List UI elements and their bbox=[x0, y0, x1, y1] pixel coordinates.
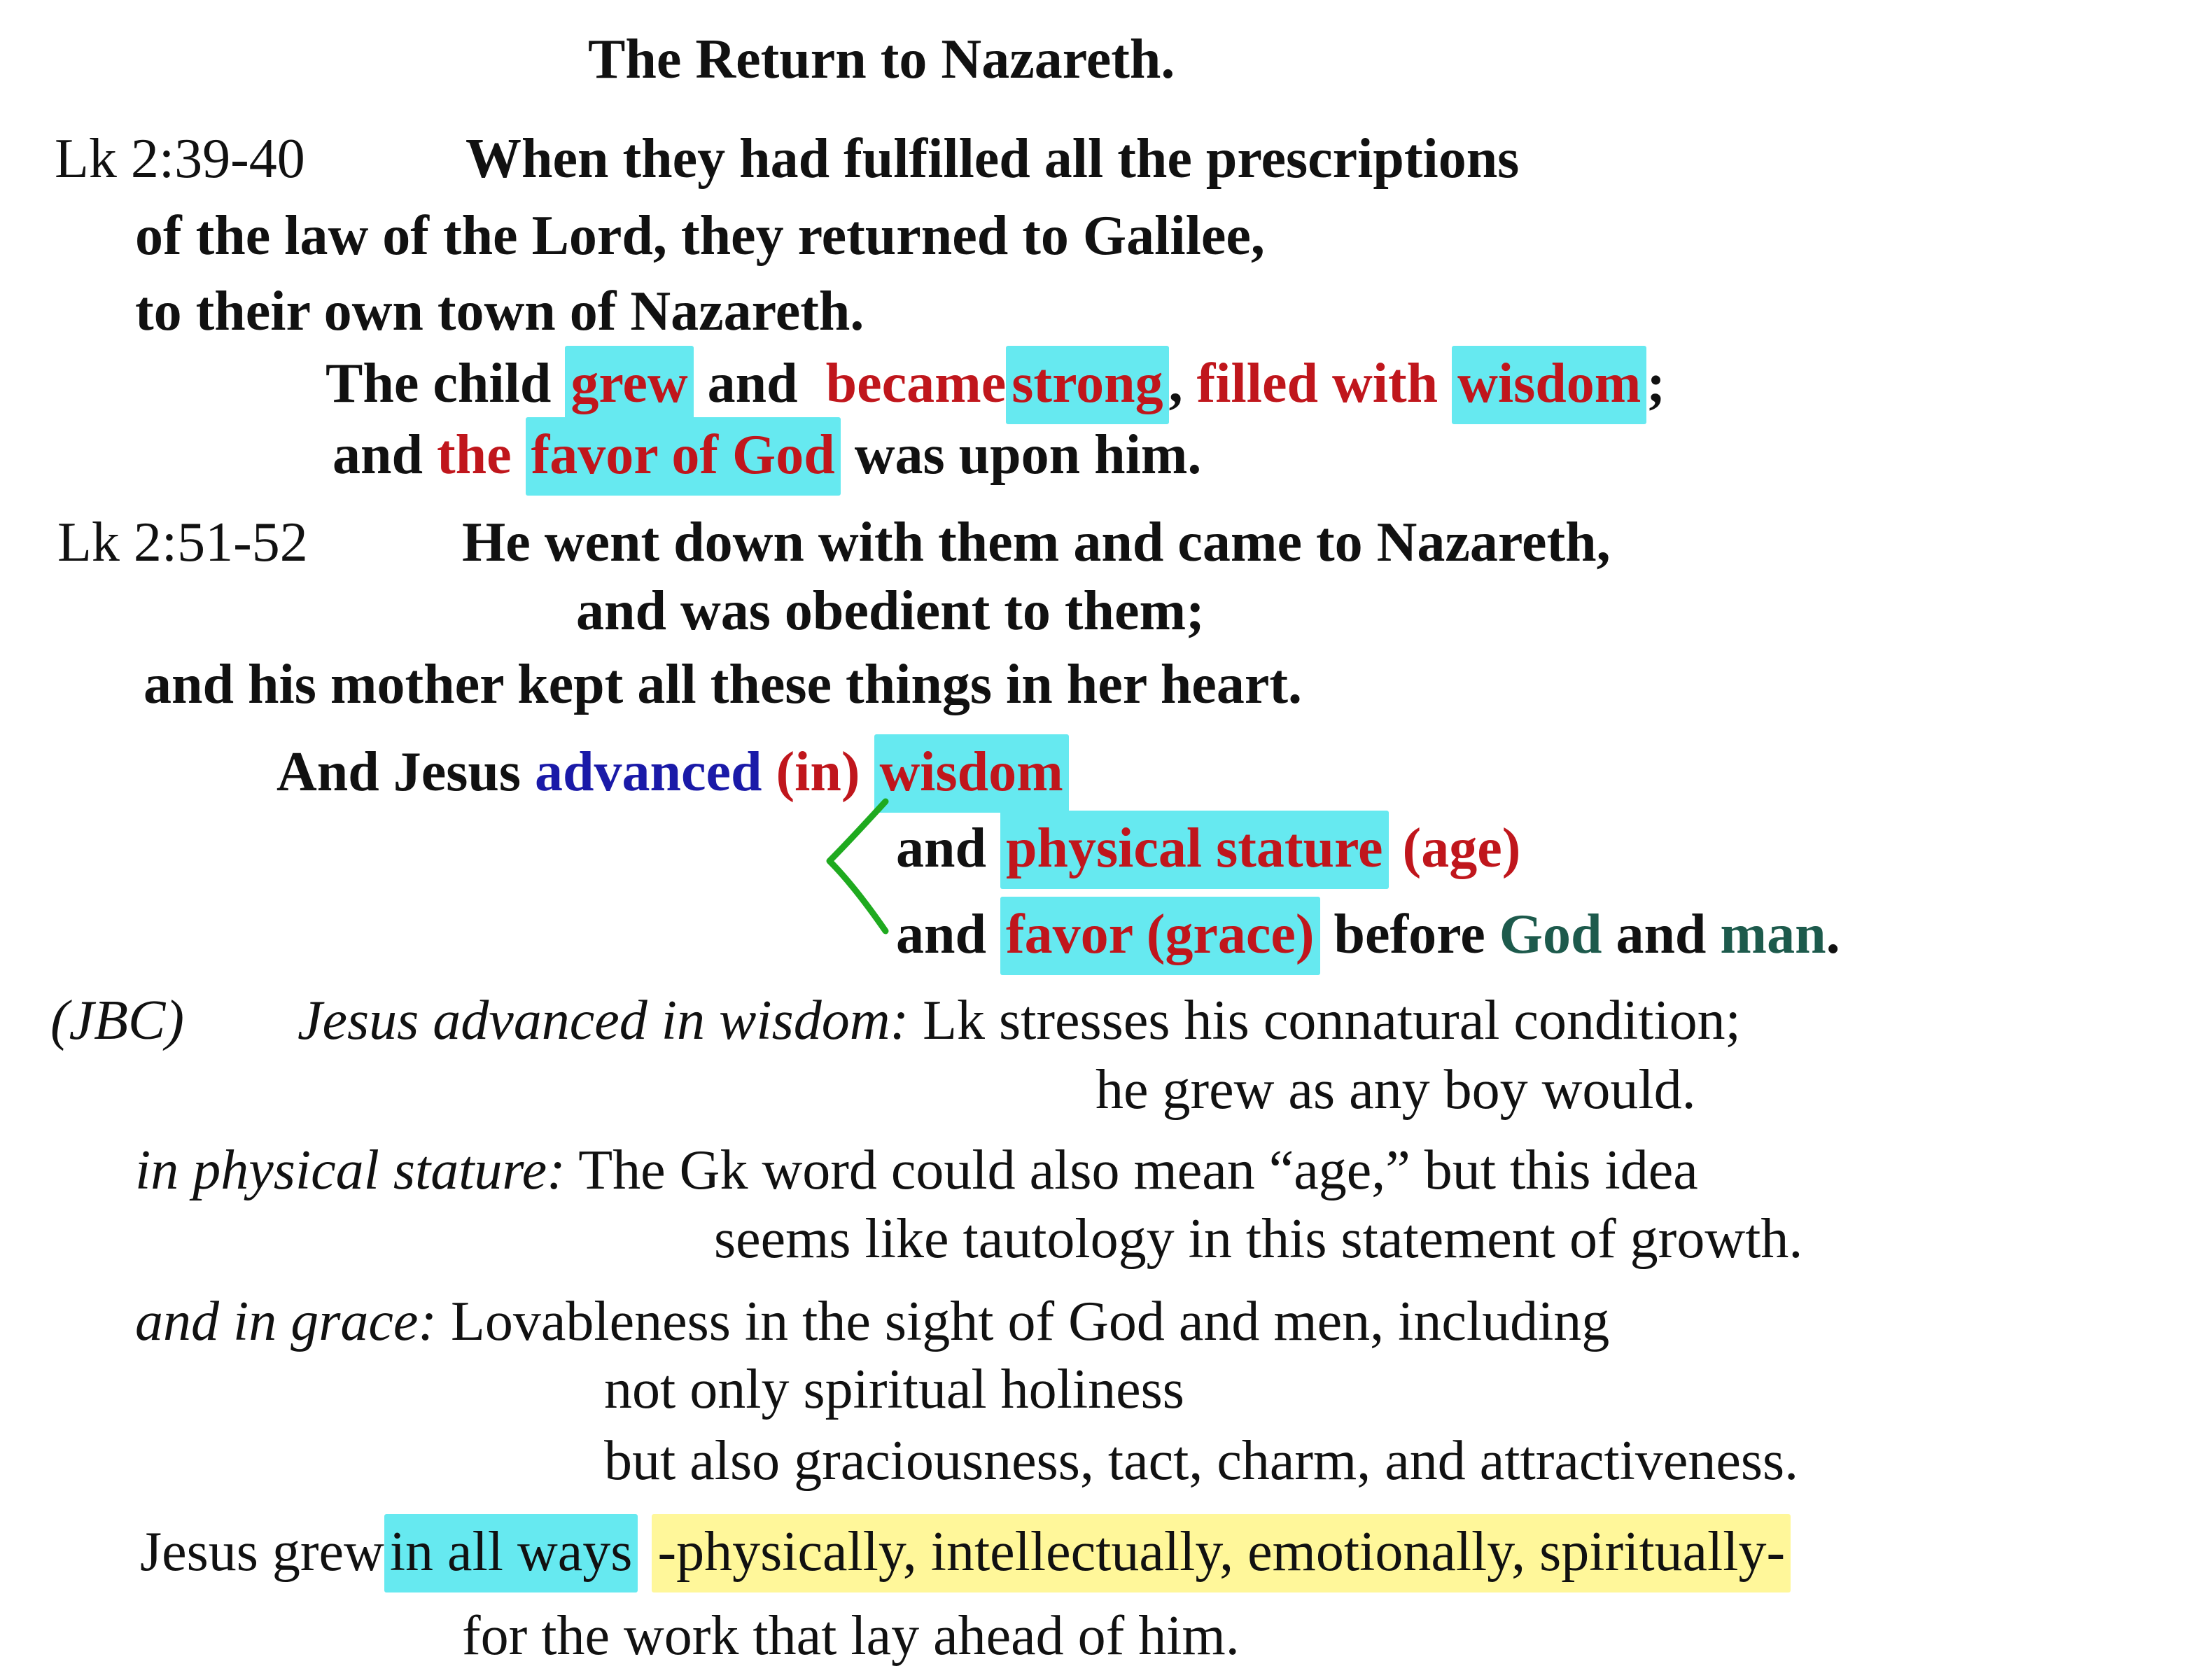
verse-text: and bbox=[1616, 904, 1707, 965]
verse-line bbox=[326, 353, 1665, 414]
passage-reference: Lk 2:51-52 bbox=[57, 512, 308, 573]
verse-line: When they had fulfilled all the prescriptions bbox=[465, 128, 1520, 190]
emphasized-word: became bbox=[825, 353, 1007, 414]
verse-line: of the law of the Lord, they returned to Galilee, bbox=[135, 205, 1265, 267]
commentary-term: Jesus advanced in wisdom: bbox=[298, 990, 909, 1051]
commentary-text: Lk stresses his connatural condition; bbox=[923, 990, 1741, 1051]
verse-text: and bbox=[332, 424, 423, 486]
emphasized-word: filled with bbox=[1196, 353, 1438, 414]
punctuation: ; bbox=[1646, 353, 1665, 414]
highlighted-phrase: -physically, intellectually, emotionally, spiritually- bbox=[652, 1514, 1791, 1592]
highlighted-word: wisdom bbox=[874, 734, 1069, 813]
commentary-source: (JBC) bbox=[50, 990, 185, 1051]
passage-reference: Lk 2:39-40 bbox=[55, 128, 305, 190]
highlighted-phrase: in all ways bbox=[384, 1514, 638, 1592]
verse-text: and bbox=[707, 353, 798, 414]
highlighted-word: physical stature bbox=[1000, 811, 1389, 889]
verse-line bbox=[332, 424, 1202, 486]
commentary-line bbox=[135, 1291, 1610, 1352]
commentary-line bbox=[135, 1140, 1698, 1201]
summary-line: for the work that lay ahead of him. bbox=[462, 1605, 1240, 1667]
emphasized-word: man bbox=[1720, 904, 1826, 965]
verse-text: The child bbox=[326, 353, 552, 414]
verse-text: was upon him. bbox=[854, 424, 1202, 486]
verse-text: and bbox=[896, 904, 986, 965]
commentary-line bbox=[298, 990, 1741, 1051]
verse-line: to their own town of Nazareth. bbox=[135, 281, 864, 342]
commentary-line: but also graciousness, tact, charm, and attractiveness. bbox=[604, 1430, 1799, 1492]
emphasized-word: God bbox=[1499, 904, 1602, 965]
emphasized-word: advanced bbox=[535, 741, 762, 803]
verse-line bbox=[896, 818, 1521, 879]
highlighted-word: strong bbox=[1006, 346, 1168, 424]
highlighted-word: grew bbox=[565, 346, 693, 424]
emphasized-word: (in) bbox=[776, 741, 860, 803]
commentary-line: seems like tautology in this statement of growth. bbox=[714, 1208, 1803, 1270]
verse-text: and bbox=[896, 818, 986, 879]
highlighted-word: favor (grace) bbox=[1000, 897, 1320, 975]
verse-line: and was obedient to them; bbox=[576, 580, 1205, 642]
commentary-line: not only spiritual holiness bbox=[604, 1359, 1184, 1420]
emphasized-word: the bbox=[436, 424, 512, 486]
verse-text: before bbox=[1334, 904, 1485, 965]
verse-line bbox=[276, 741, 1069, 803]
verse-line: and his mother kept all these things in her heart. bbox=[144, 654, 1302, 715]
commentary-term: in physical stature: bbox=[135, 1140, 566, 1201]
punctuation: , bbox=[1168, 353, 1183, 414]
commentary-term: and in grace: bbox=[135, 1291, 438, 1352]
commentary-text: The Gk word could also mean “age,” but this idea bbox=[578, 1140, 1698, 1201]
summary-text: Jesus grew bbox=[140, 1521, 384, 1583]
commentary-text: Lovableness in the sight of God and men, including bbox=[451, 1291, 1610, 1352]
punctuation: . bbox=[1826, 904, 1840, 965]
highlighted-word: favor of God bbox=[526, 417, 841, 496]
verse-line bbox=[896, 904, 1840, 965]
summary-line bbox=[140, 1521, 1791, 1583]
arrow-icon bbox=[819, 794, 896, 941]
verse-text: And Jesus bbox=[276, 741, 522, 803]
verse-line: He went down with them and came to Nazareth, bbox=[462, 512, 1611, 573]
highlighted-word: wisdom bbox=[1452, 346, 1646, 424]
emphasized-word: (age) bbox=[1402, 818, 1521, 879]
page-title: The Return to Nazareth. bbox=[588, 29, 1175, 90]
commentary-line: he grew as any boy would. bbox=[1096, 1059, 1696, 1121]
